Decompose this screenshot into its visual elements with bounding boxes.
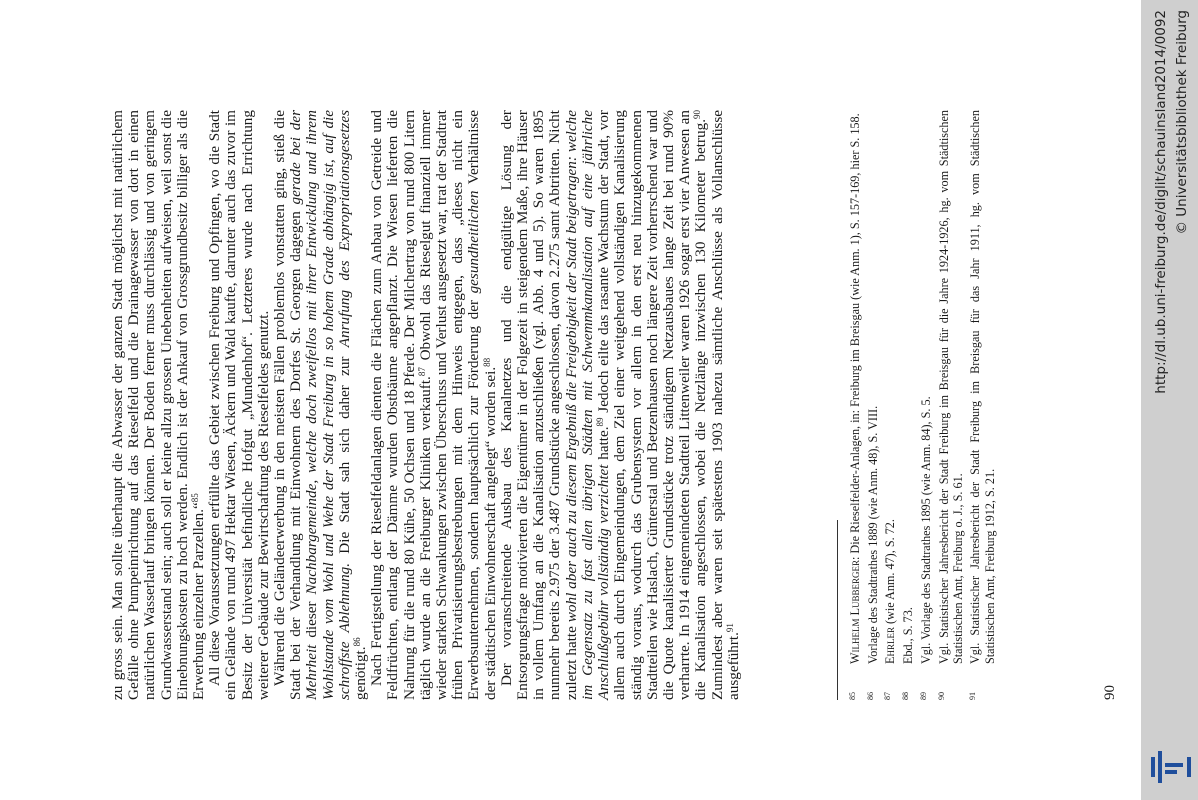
footnote-reference: 88: [481, 357, 492, 367]
viewer-sidebar: [1141, 0, 1198, 800]
footnote-text: Vorlage des Stadtrathes 1889 (wie Anm. 48), S. VIII.: [865, 405, 880, 664]
footnote-number: 91: [968, 692, 978, 700]
body-paragraph: [207, 110, 272, 700]
footnote-reference: 87: [416, 367, 427, 377]
sidebar-text: [1141, 0, 1198, 800]
text-run: Die Stadt sah sich daher zur: [335, 347, 353, 563]
text-run: All diese Voraussetzungen erfüllte das Gebiet zwischen Freiburg und Opfingen, wo die Stadt ein Gelände von rund 497 Hektar Wiesen, Äckern und Wald kaufte, darunter auch das zuvor im Besitz der Universität befindliche Hofgut „Mundenhof“. Letzteres wurde nach Errichtung weiterer Gebäude zur Bewirtschaftung des Rieselfeldes genutzt.: [206, 110, 272, 700]
footnote-reference: 85: [190, 493, 201, 503]
footnote: [968, 110, 996, 700]
text-run: Jedoch eilte das rasante Wachstum der Stadt, vor allem auch durch Eingemeindungen, dem Ziel einer weitgehend vollständigen Kanalisierung ständig voraus, wodurch das Grubensystem vor allem in den erst neu hinzugekommenen Stadtteilen wie Haslach, Günterstal und Betzenhausen noch längere Zeit vorherrschend war und die Quote kanalisierter Grundstücke trotz ständigem Netzausbaues lange Zeit bei rund 90% verharrte. In 1914 eingemeindeten Stadtteil Littenweiler waren 1926 sogar erst vier Anwesen an die Kanalisation angeschlossen, wobei die Netzlänge inzwischen 130 Kilometer betrug.: [595, 110, 710, 700]
italic-text-run: Anrufung des Expropriationsgesetzes: [335, 110, 353, 348]
text-run: Nach Fertigstellung der Rieselfeldanlagen dienten die Flächen zum Anbau von Getreide und Feldfrüchten, entlang der Dämme wurden Obstbäume angepflanzt. Die Wiesen lieferten die Nahrung für die rund 80 Kühe, 50 Ochsen und 18 Pferde. Der Milchertrag von rund 800 Litern täglich wurde an die Freiburger Kliniken verkauft.: [368, 110, 434, 700]
footnote-text: : Die Rieselfelder-Anlagen, in: Freiburg im Breisgau (wie Anm. 1), S. 157-169, hier S. 158.: [848, 113, 862, 560]
footnote: [919, 110, 933, 700]
italic-text-run: Nachbargemeinde, welche doch zweifellos mit ihrer Entwicklung und ihrem Wohlstande vom Wohl und Wehe der Stadt Freiburg in so hohem Grade abhängig ist, auf die schroffste Ablehnung.: [303, 110, 353, 700]
footnote-text: (wie Anm. 47), S. 72.: [883, 519, 898, 628]
footnotes: [848, 110, 1000, 700]
text-run: Verhältnisse der städtischen Einwohnerschaft angelegt“ worden sei.: [465, 110, 499, 700]
ub-freiburg-logo-icon: [1141, 743, 1198, 800]
footnote-author: Ehrler: [883, 627, 898, 664]
footnote-number: 89: [918, 692, 928, 700]
page-number: 90: [1102, 685, 1118, 700]
italic-text-run: wohl aber auch zu diesem Ergebniß die Freigebigkeit der Stadt beigetragen: welche im Gegensatz zu fast allen übrigen Städten mit Schwemmkanalisation auf eine jährliche Anschlußgebühr vollständig verzichtet: [562, 110, 613, 700]
footnote-reference: 86: [352, 637, 363, 647]
footnote-reference: 89: [595, 417, 606, 427]
footnote-author: Wilhelm Lubberger: [848, 560, 862, 664]
text-run: Der voranschreitende Ausbau des Kanalnetzes und die endgültige Lösung der Entsorgungsfrage motivierten die Eigentümer in der Folgezeit in steigendem Maße, ihre Häuser in vollem Umfang an die Kanalisation anzuschließen (vgl. Abb. 4 und 5). So waren 1895 nunmehr bereits 2.975 der 3.487 Grundstücke angeschlossen, davon 2.275 samt Abtritten. Nicht zuletzt hatte: [497, 110, 580, 700]
text-run: zu gross sein. Man sollte überhaupt die Abwasser der ganzen Stadt möglichst mit natürlichem Gefälle ohne Pumpeinrichtung auf das Rieselfeld und die Drainagewasser von dort in einen natürlichen Wasserlauf bringen können. Der Boden ferner muss durchlässig und von geringem Grundwasserstand sein; auch soll er keine allzu grossen Unebenheiten aufweisen, weil sonst die Einebnungskosten zu hoch werden. Endlich ist der Ankauf von Grossgrundbesitz billiger als die Erwerbung einzelner Parzellen.“: [109, 110, 208, 700]
footnote-text: Vgl. Statistischer Jahresbericht der Stadt Freiburg im Breisgau für das Jahr 1911, hg. vom Städtischen Statistischen Amt, Freiburg 1912, S. 21.: [968, 110, 997, 664]
text-run: Während die Geländeerwerbung in den meisten Fällen problemlos vonstatten ging, stieß die Stadt bei der Verhandlung mit Einwohnern des Dorfes St. Georgen dagegen: [271, 110, 305, 700]
footnote-reference: 91: [724, 623, 735, 633]
text-run: hatte.: [595, 426, 613, 465]
italic-text-run: gesundheitlichen: [465, 190, 483, 294]
text-run: genötigt.: [352, 646, 370, 700]
footnote-rule: [837, 520, 838, 700]
footnote-number: 86: [865, 692, 875, 700]
body-paragraph: [369, 110, 499, 700]
footnote-text: Vgl. Statistischer Jahresbericht der Stadt Freiburg im Breisgau für die Jahre 1924-1926, hg. vom Städtischen Statistischen Amt, Freiburg o. J., S. 61.: [936, 110, 965, 664]
footnote: [901, 110, 915, 700]
footnote-number: 87: [883, 692, 893, 700]
body-paragraph: [110, 110, 207, 700]
italic-text-run: gerade bei der Mehrheit: [287, 110, 321, 700]
footnote-reference: 90: [692, 110, 703, 119]
footnote-text: Ebd., S. 73.: [901, 607, 916, 664]
footnote: [866, 110, 880, 700]
copyright-notice: © Universitätsbibliothek Freiburg: [1174, 10, 1190, 235]
text-run: Zumindest aber waren seit spätestens 1903 nahezu sämtliche Anschlüsse als Vollanschlüsse ausgeführt.: [708, 110, 742, 700]
body-text: [110, 110, 742, 700]
footnote: [937, 110, 965, 700]
footnote: [848, 110, 862, 700]
text-run: Obwohl das Rieselgut finanziell immer wieder starken Schwankungen zwischen Überschuss und Verlust ausgesetzt war, trat der Stadtrat frühen Privatisierungsbestrebungen mit dem Hinweis entgegen, dass „dieses nicht ein Erwerbsunternehmen, sondern hauptsächlich zur Förderung der: [416, 110, 483, 700]
text-run: dieser: [303, 594, 321, 645]
footnote-number: 90: [936, 692, 946, 700]
body-paragraph: [272, 110, 369, 700]
footnote-number: 88: [901, 692, 911, 700]
footnote: [883, 110, 897, 700]
footnote-number: 85: [848, 692, 857, 700]
footnote-text: Vgl. Vorlage des Stadtrathes 1895 (wie Anm. 84), S. 5.: [918, 396, 933, 664]
page-url-link[interactable]: http://dl.ub.uni-freiburg.de/diglit/schauinsland2014/0092: [1153, 10, 1169, 394]
body-paragraph: [499, 110, 742, 700]
